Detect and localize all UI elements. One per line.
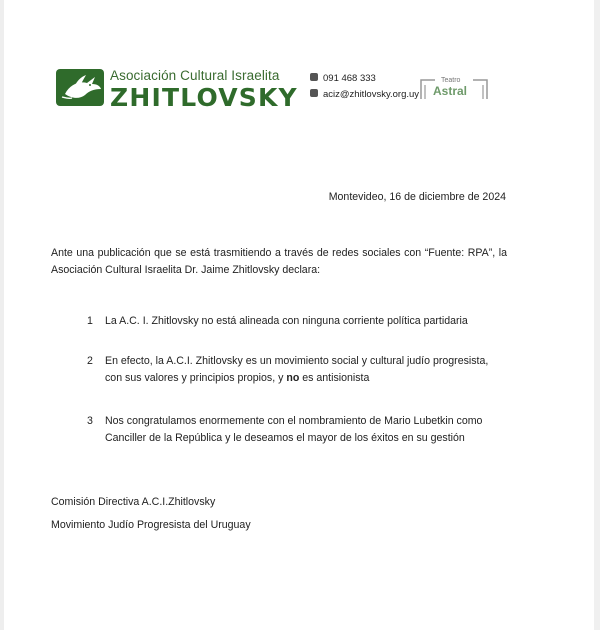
org-name-big: ZHITLOVSKY — [110, 83, 298, 112]
signature-line: Comisión Directiva A.C.I.Zhitlovsky — [51, 496, 216, 508]
mail-icon — [310, 89, 318, 97]
list-item-text: La A.C. I. Zhitlovsky no está alineada con ninguna corriente política partidaria — [105, 315, 468, 327]
emphasis-no: no — [286, 372, 300, 384]
page-edge-right — [594, 0, 600, 630]
list-item-text: Nos congratulamos enormemente con el nombramiento de Mario Lubetkin como Canciller de la República y le deseamos el mayor de los éxitos en su gestión — [105, 415, 483, 444]
list-item-text-part: es antisionista — [299, 372, 370, 384]
page-edge-left — [0, 0, 4, 630]
phone-number: 091 468 333 — [323, 73, 376, 84]
intro-paragraph: Ante una publicación que se está trasmitiendo a través de redes sociales con “Fuente: RPA”, la Asociación Cultural Israelita Dr. Jaime Zhitlovsky declara: — [51, 247, 507, 276]
date-line: Montevideo, 16 de diciembre de 2024 — [328, 191, 506, 203]
list-item-number: 1 — [87, 315, 93, 327]
list-item-text-part: En efecto, la A.C.I. Zhitlovsky es un movimiento social y cultural judío progresista, con sus valores y principios propios, y — [105, 355, 489, 384]
signature-line: Movimiento Judío Progresista del Uruguay — [51, 519, 251, 531]
letterhead — [56, 68, 506, 110]
contact-email — [310, 89, 419, 100]
email-address: aciz@zhitlovsky.org.uy — [323, 89, 420, 100]
theater-label-big: Astral — [433, 84, 468, 98]
teatro-astral-logo — [419, 77, 489, 101]
theater-label-small: Teatro — [441, 77, 461, 84]
dove-icon — [56, 69, 104, 106]
list-item-text — [105, 353, 507, 387]
list-item-number: 3 — [87, 415, 93, 427]
contact-phone — [310, 73, 376, 84]
org-name-small: Asociación Cultural Israelita — [110, 68, 280, 83]
phone-icon — [310, 73, 318, 81]
list-item-number: 2 — [87, 355, 93, 367]
